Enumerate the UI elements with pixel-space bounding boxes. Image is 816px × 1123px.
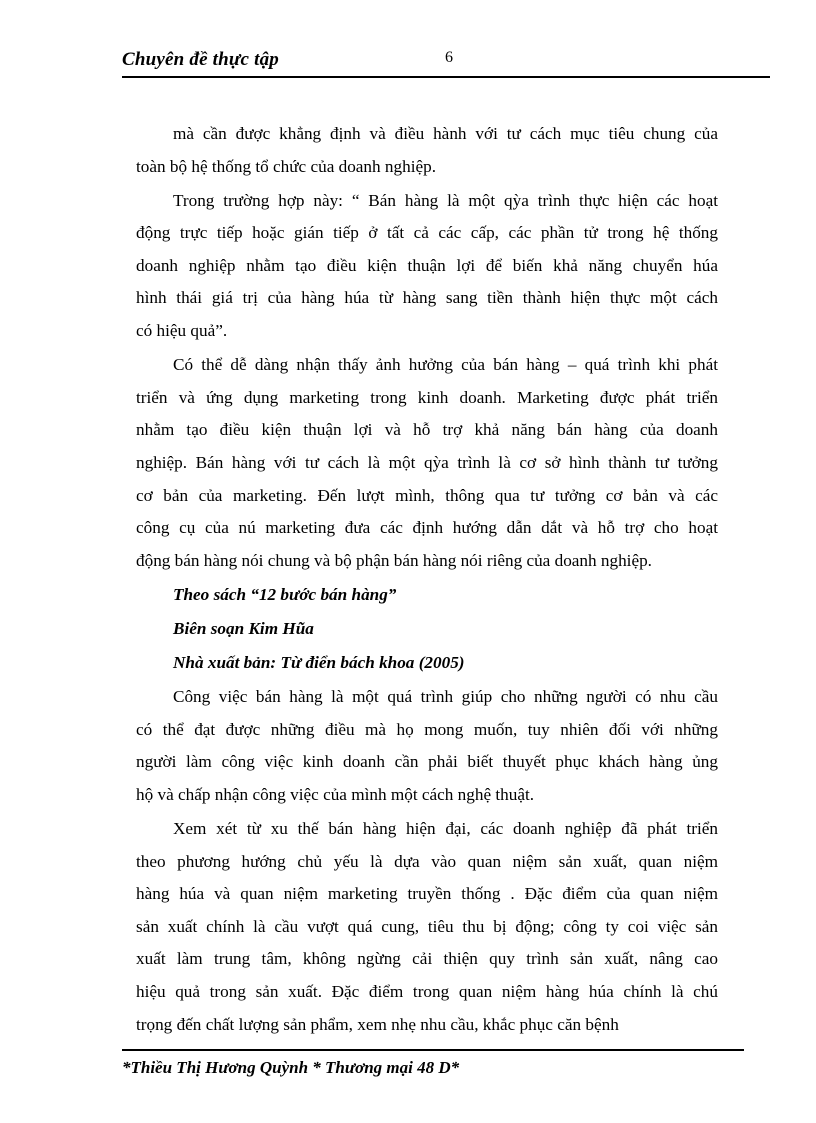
paragraph: [136, 118, 718, 183]
page-footer: [122, 1049, 744, 1077]
text-line: có hiệu quả”.: [136, 321, 228, 341]
text-line: công cụ của nú marketing đưa các định hướng dẫn dắt và hỗ trợ cho hoạt: [136, 518, 718, 538]
text-line: trọng đến chất lượng sản phẩm, xem nhẹ nhu cầu, khắc phục căn bệnh: [136, 1014, 619, 1034]
text-line: hình thái giá trị của hàng húa từ hàng sang tiền thành hiện thực một cách: [136, 288, 718, 308]
text-line: cơ bản của marketing. Đến lượt mình, thông qua tư tưởng cơ bản và các: [136, 485, 718, 505]
text-line: sản xuất chính là cầu vượt quá cung, tiêu thu bị động; công ty coi việc sản: [136, 916, 718, 936]
text-line: có thể đạt được những điều mà họ mong muốn, tuy nhiên đối với những: [136, 719, 718, 739]
paragraph: [136, 349, 718, 577]
text-line: Biên soạn Kim Hũa: [173, 618, 314, 638]
page-header: [122, 44, 770, 78]
text-line: mà cần được khẳng định và điều hành với tư cách mục tiêu chung của: [173, 124, 718, 143]
text-line: theo phương hướng chủ yếu là dựa vào quan niệm sản xuất, quan niệm: [136, 851, 718, 871]
text-line: động trực tiếp hoặc gián tiếp ở tất cả các cấp, các phần tử trong hệ thống: [136, 223, 718, 243]
text-line: Xem xét từ xu thế bán hàng hiện đại, các doanh nghiệp đã phát triển: [173, 818, 718, 838]
text-line: doanh nghiệp nhằm tạo điều kiện thuận lợi để biến khả năng chuyển húa: [136, 255, 718, 275]
paragraph: [136, 813, 718, 1041]
body-text: [136, 118, 718, 1043]
header-title: Chuyên đề thực tập: [122, 49, 279, 70]
text-line: Công việc bán hàng là một quá trình giúp cho những người có nhu cầu: [173, 687, 718, 707]
text-line: động bán hàng nói chung và bộ phận bán hàng nói riêng của doanh nghiệp.: [136, 550, 652, 570]
page-number: 6: [445, 49, 453, 66]
text-line: nhằm tạo điều kiện thuận lợi và hỗ trợ khả năng bán hàng của doanh: [136, 420, 718, 440]
text-line: Trong trường hợp này: “ Bán hàng là một qỳa trình thực hiện các hoạt: [173, 190, 718, 210]
text-line: toàn bộ hệ thống tổ chức của doanh nghiệp.: [136, 156, 436, 176]
text-line: Nhà xuất bản: Từ điển bách khoa (2005): [173, 653, 465, 672]
footer-author: *Thiều Thị Hương Quỳnh * Thương mại 48 D*: [122, 1058, 460, 1077]
text-line: hộ và chấp nhận công việc của mình một cách nghệ thuật.: [136, 784, 535, 804]
bibliography-line: [136, 613, 718, 646]
bibliography-line: [136, 579, 718, 612]
text-line: hiệu quả trong sản xuất. Đặc điểm trong quan niệm hàng húa chính là chú: [136, 981, 718, 1001]
paragraph: [136, 681, 718, 811]
text-line: Có thể dễ dàng nhận thấy ảnh hưởng của bán hàng – quá trình khi phát: [173, 355, 718, 375]
paragraph: [136, 185, 718, 348]
text-line: Theo sách “12 bước bán hàng”: [173, 584, 397, 604]
text-line: hàng húa và quan niệm marketing truyền thống . Đặc điểm của quan niệm: [136, 884, 718, 904]
text-line: triển và ứng dụng marketing trong kinh doanh. Marketing được phát triển: [136, 387, 718, 407]
text-line: nghiệp. Bán hàng với tư cách là một qỳa trình là cơ sở hình thành tư tưởng: [136, 452, 718, 472]
text-line: xuất làm trung tâm, không ngừng cải thiện quy trình sản xuất, nâng cao: [136, 949, 718, 969]
bibliography-line: [136, 647, 718, 680]
text-line: người làm công việc kinh doanh cần phải biết thuyết phục khách hàng ủng: [136, 752, 718, 772]
